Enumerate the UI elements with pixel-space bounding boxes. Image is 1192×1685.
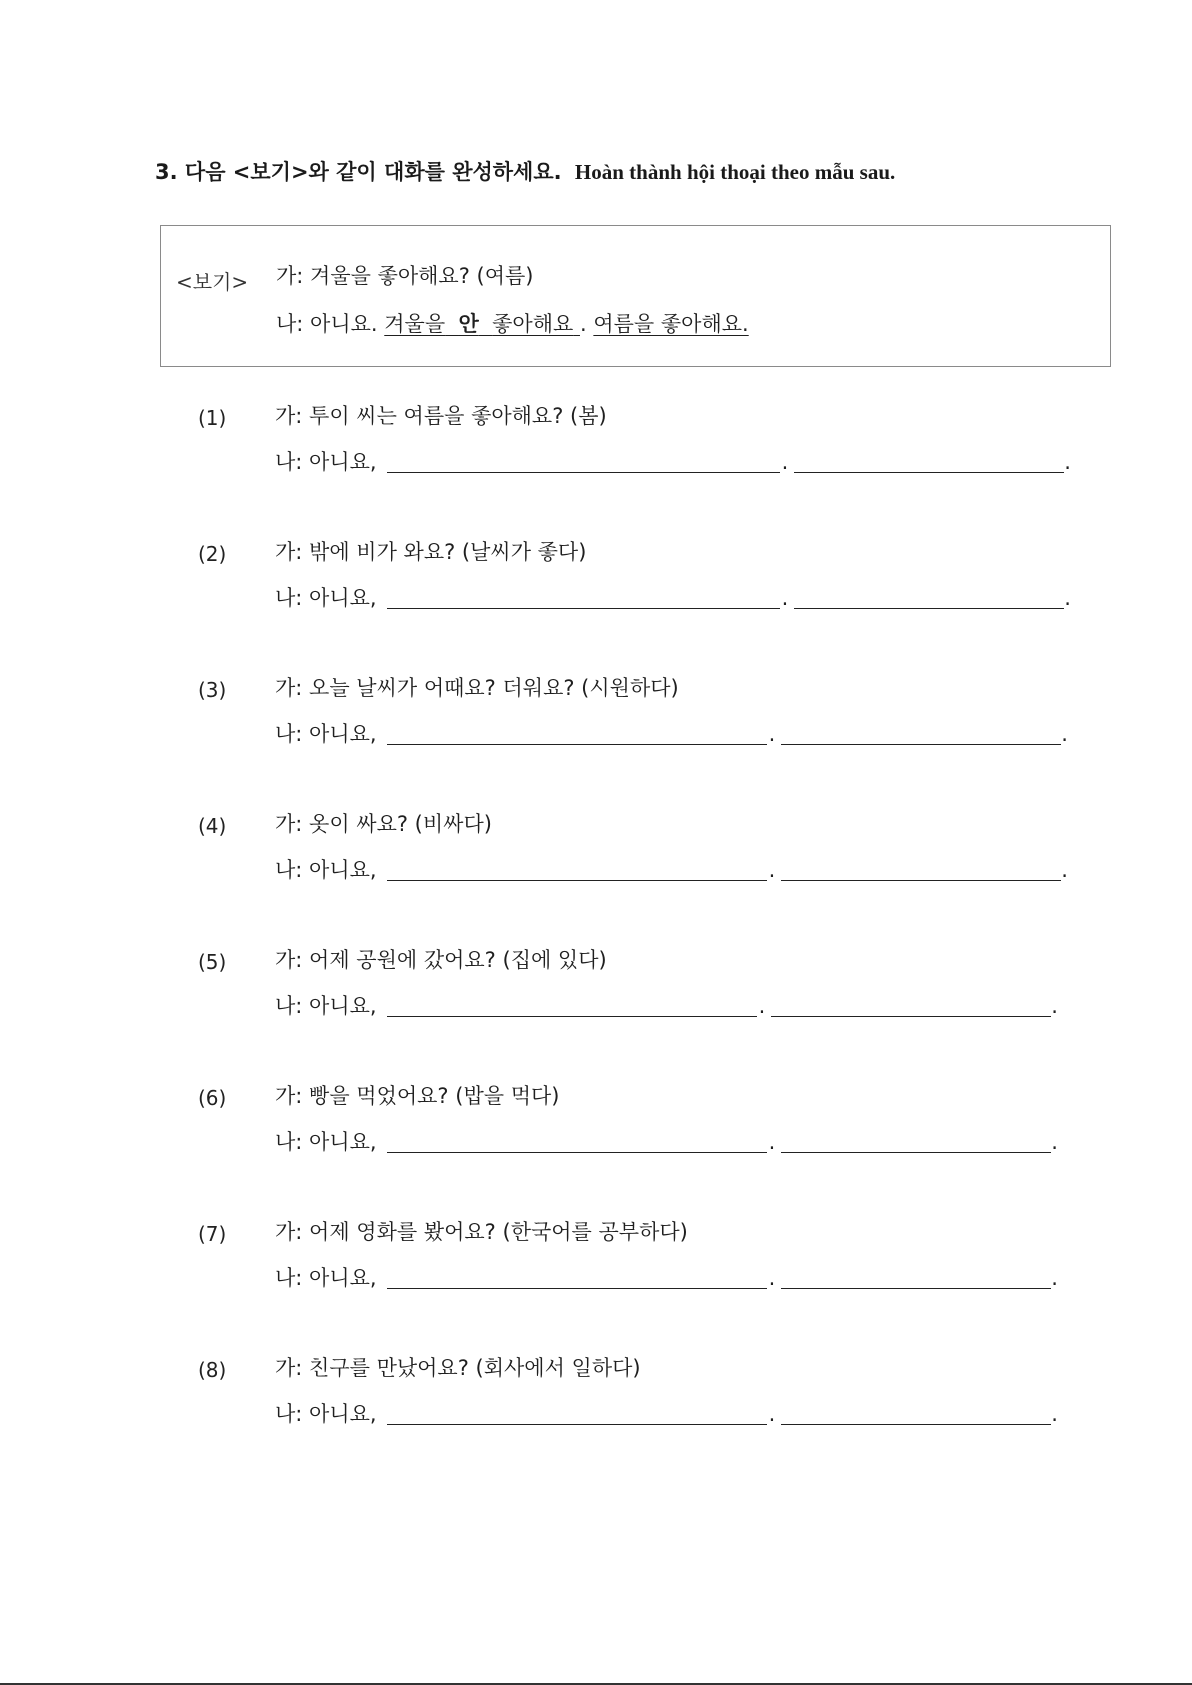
- item-question: 가: 어제 공원에 갔어요? (집에 있다): [275, 948, 607, 972]
- item-answer-prefix: 나: 아니요,: [275, 1130, 377, 1154]
- answer-period: .: [768, 1266, 776, 1290]
- answer-period: .: [1064, 450, 1071, 474]
- answer-period: .: [1051, 1130, 1058, 1154]
- item-number: (8): [198, 1358, 227, 1382]
- example-answer-prefix: 나: 아니요.: [276, 312, 378, 336]
- answer-blank-1[interactable]: [387, 858, 767, 881]
- heading-korean-text: 다음 <보기>와 같이 대화를 완성하세요.: [184, 160, 562, 184]
- item-question: 가: 옷이 싸요? (비싸다): [275, 812, 492, 836]
- item-question: 가: 오늘 날씨가 어때요? 더워요? (시원하다): [275, 676, 679, 700]
- item-answer-prefix: 나: 아니요,: [275, 722, 377, 746]
- item-answer-prefix: 나: 아니요,: [275, 450, 377, 474]
- answer-period: .: [1061, 858, 1068, 882]
- item-number: (7): [198, 1222, 227, 1246]
- example-answer-part2: 여름을 좋아해요.: [593, 312, 749, 336]
- example-answer-word: 겨울을: [384, 312, 446, 336]
- answer-period: .: [768, 722, 776, 746]
- item-number: (3): [198, 678, 227, 702]
- answer-blank-1[interactable]: [387, 1130, 767, 1153]
- answer-period: .: [768, 1130, 776, 1154]
- item-answer: [275, 582, 1071, 612]
- item-answer-prefix: 나: 아니요,: [275, 858, 377, 882]
- item-question: 가: 빵을 먹었어요? (밥을 먹다): [275, 1084, 560, 1108]
- item-answer: [275, 990, 1058, 1020]
- answer-period: .: [1064, 586, 1071, 610]
- example-label: <보기>: [176, 270, 249, 294]
- answer-period: .: [781, 450, 789, 474]
- answer-blank-2[interactable]: [781, 1130, 1051, 1153]
- item-number: (5): [198, 950, 227, 974]
- answer-period: .: [781, 586, 789, 610]
- item-number: (4): [198, 814, 227, 838]
- item-answer: [275, 1398, 1058, 1428]
- item-question: 가: 친구를 만났어요? (회사에서 일하다): [275, 1356, 641, 1380]
- item-number: (1): [198, 406, 227, 430]
- example-answer-verb: 좋아해요: [492, 312, 574, 336]
- answer-blank-2[interactable]: [794, 450, 1064, 473]
- item-answer-prefix: 나: 아니요,: [275, 1402, 377, 1426]
- answer-blank-2[interactable]: [781, 1402, 1051, 1425]
- answer-blank-1[interactable]: [387, 1402, 767, 1425]
- answer-blank-2[interactable]: [781, 722, 1061, 745]
- answer-period: .: [1051, 994, 1058, 1018]
- answer-blank-1[interactable]: [387, 586, 780, 609]
- item-answer: [275, 1262, 1058, 1292]
- answer-period: .: [768, 1402, 776, 1426]
- item-answer: [275, 1126, 1058, 1156]
- example-answer: [276, 308, 749, 338]
- answer-period: .: [1051, 1266, 1058, 1290]
- item-question: 가: 밖에 비가 와요? (날씨가 좋다): [275, 540, 587, 564]
- answer-period: .: [1061, 722, 1068, 746]
- item-answer: [275, 718, 1068, 748]
- answer-blank-2[interactable]: [781, 858, 1061, 881]
- answer-blank-1[interactable]: [387, 450, 780, 473]
- answer-blank-1[interactable]: [387, 994, 757, 1017]
- item-question: 가: 투이 씨는 여름을 좋아해요? (봄): [275, 404, 607, 428]
- answer-period: .: [758, 994, 766, 1018]
- answer-blank-1[interactable]: [387, 1266, 767, 1289]
- answer-period: .: [768, 858, 776, 882]
- example-answer-negation: 안: [458, 312, 479, 336]
- heading-korean: 3.: [155, 160, 178, 184]
- item-answer: [275, 854, 1068, 884]
- answer-blank-1[interactable]: [387, 722, 767, 745]
- item-answer-prefix: 나: 아니요,: [275, 1266, 377, 1290]
- example-question: 가: 겨울을 좋아해요? (여름): [276, 264, 534, 288]
- heading-vietnamese: Hoàn thành hội thoại theo mẫu sau.: [574, 160, 896, 184]
- item-number: (2): [198, 542, 227, 566]
- example-answer-separator: .: [579, 312, 587, 336]
- example-answer-part1: [384, 312, 580, 336]
- answer-blank-2[interactable]: [771, 994, 1051, 1017]
- answer-blank-2[interactable]: [781, 1266, 1051, 1289]
- item-answer-prefix: 나: 아니요,: [275, 994, 377, 1018]
- exercise-heading: [155, 156, 895, 186]
- example-box: [160, 225, 1111, 367]
- answer-period: .: [1051, 1402, 1058, 1426]
- item-answer: [275, 446, 1071, 476]
- item-answer-prefix: 나: 아니요,: [275, 586, 377, 610]
- item-question: 가: 어제 영화를 봤어요? (한국어를 공부하다): [275, 1220, 688, 1244]
- answer-blank-2[interactable]: [794, 586, 1064, 609]
- item-number: (6): [198, 1086, 227, 1110]
